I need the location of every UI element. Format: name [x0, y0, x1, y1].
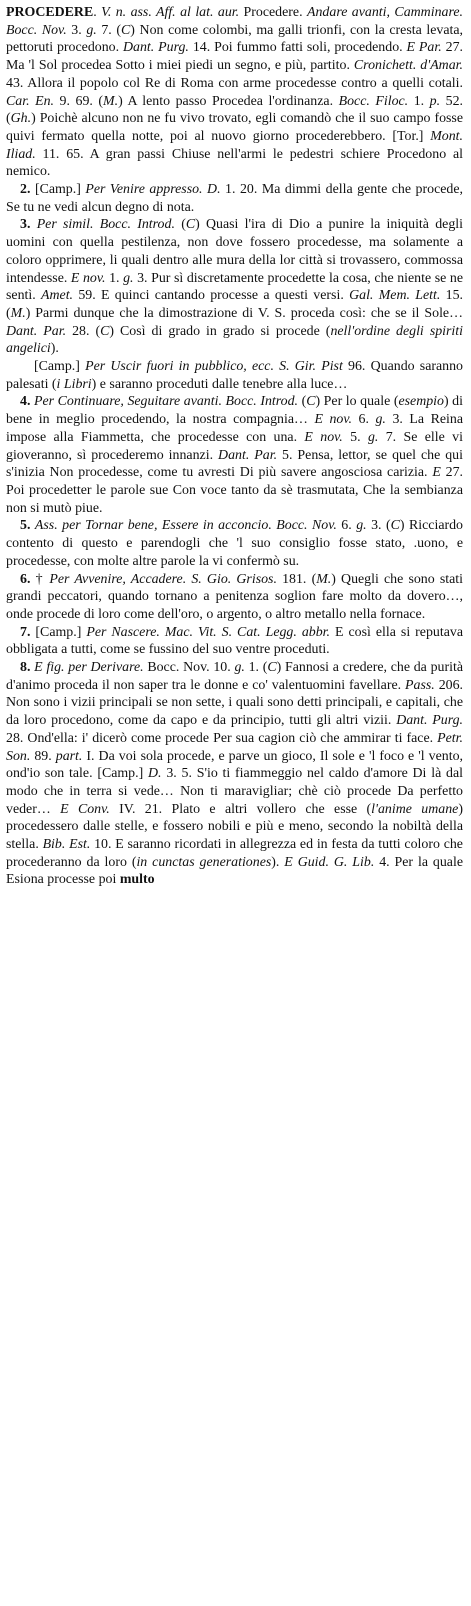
text-run: C: [121, 22, 131, 38]
text-run: ) Quasi l'ira di Dio a punire la iniquità degli uomini con quella pestilenza, non dove fossero procedesse, ma solamente a coloro opprimere, li quali dentro alle mura della lor città si trovassero, commossa intendesse.: [6, 217, 463, 286]
text-run: E Conv.: [60, 801, 110, 817]
text-run: Dant. Par.: [6, 323, 67, 339]
text-run: C: [267, 660, 277, 676]
text-run: 1.: [408, 93, 430, 109]
text-run: C: [185, 217, 196, 233]
text-run: Gal. Mem. Lett.: [349, 288, 441, 304]
text-run: ) Poichè alcuno non ne fu vivo trovato, egli comandò che il suo campo fosse quivi fermato quella notte, poi al nuovo giorno procederebbero. [Tor.]: [6, 111, 463, 144]
text-run: E: [432, 465, 441, 481]
text-run: 7. (: [96, 22, 122, 38]
text-run: 9. 69. (: [54, 93, 104, 109]
sense-5-paragraph: [6, 517, 463, 570]
text-run: 28. (: [66, 323, 101, 339]
text-run: PROCEDERE: [6, 5, 94, 20]
text-run: Bib. Est.: [42, 837, 91, 853]
text-run: 59. E quinci cantando processe a questi versi.: [73, 288, 350, 304]
text-run: g.: [375, 412, 386, 428]
text-run: IV. 21. Plato e altri vollero che esse (: [109, 801, 372, 817]
text-run: g.: [234, 660, 245, 676]
text-run: 15. (: [6, 288, 463, 321]
text-run: 1. (: [244, 660, 268, 676]
text-run: Dant. Purg.: [396, 713, 464, 729]
text-run: 27. Poi procedetter le parole sue Con voce tanto da sè trasmutata, Che la sembianza non si mutò piue.: [6, 465, 463, 516]
text-run: Per Uscir fuori in pubblico, ecc. S. Gir. Pist: [85, 359, 343, 375]
text-run: 5. Pensa, lettor, se quel che qui s'inizia Non procedesse, come tu avresti Di più savere angosciosa carizia.: [6, 447, 463, 481]
text-run: [Camp.]: [35, 624, 87, 640]
text-run: esempio: [398, 394, 444, 410]
text-run: ) Fannosi a credere, che da purità d'animo proceda il non saper tra le donne e co' valentuomini favellare.: [6, 660, 463, 693]
text-run: (: [298, 394, 307, 410]
text-run: 43. Allora il popolo col Re di Roma con arme procedesse contro a quelli cotali.: [6, 75, 463, 91]
text-run: .: [93, 5, 102, 20]
text-run: Per Avvenire, Accadere. S. Gio. Grisos.: [49, 571, 277, 587]
text-run: i Libri: [56, 376, 92, 392]
text-run: Dant. Purg.: [123, 40, 189, 56]
sense-4-paragraph: [6, 393, 463, 517]
text-run: 3. (: [366, 518, 391, 534]
text-run: 96. Quando saranno palesati (: [6, 359, 463, 392]
text-run: multo: [119, 872, 155, 888]
text-run: g.: [86, 22, 97, 38]
text-run: E così ella si reputava obbligata a tutti, come se fussino del suo ventre proceduti.: [6, 624, 464, 658]
text-run: 3. 5. S'io ti fiammeggio nel caldo d'amore Di là dal modo che in terra si vede… Non ti maravigliar; chè ciò procede Da perfetto veder…: [6, 766, 463, 817]
text-run: 7.: [20, 624, 36, 640]
sense-2-paragraph: [6, 181, 463, 216]
text-run: M.: [10, 305, 26, 321]
text-run: D.: [148, 766, 162, 782]
text-run: 1.: [105, 270, 124, 286]
text-run: 6.: [351, 412, 376, 428]
text-run: 3.: [20, 217, 37, 233]
text-run: 3. La Reina impose alla Fiammetta, che procedesse con una.: [6, 412, 463, 445]
text-run: [Camp.]: [34, 359, 86, 375]
text-run: Gh.: [10, 111, 32, 127]
text-run: Bocc. Nov. 10.: [143, 660, 235, 676]
text-run: ).: [50, 341, 59, 357]
text-run: C: [390, 518, 400, 534]
text-run: in cunctas generationes: [136, 854, 272, 870]
text-run: ) Ricciardo contento di questo e parendogli che 'l suo consiglio fosse stato, .uono, e procedesse, con molte altre parole la vi confermò su.: [6, 518, 464, 569]
text-run: 3. Pur sì discretamente procedette la cosa, che niente se ne sentì.: [6, 270, 463, 304]
text-run: 11. 65. A gran passi Chiuse nell'armi le pedestri schiere Procedono al nemico.: [6, 146, 463, 180]
text-run: 4.: [20, 394, 34, 410]
text-run: Dant. Par.: [218, 447, 278, 463]
text-run: 6.: [336, 518, 357, 534]
text-run: E Par.: [406, 40, 442, 56]
text-run: Procedere.: [239, 5, 307, 20]
text-run: Per Venire appresso. D.: [85, 182, 221, 198]
text-run: part.: [55, 748, 83, 764]
text-run: 10. E saranno ricordati in allegrezza ed in festa da tutti coloro che procederanno da loro (: [6, 837, 463, 870]
text-run: Andare avanti, Camminare. Bocc. Nov.: [6, 5, 463, 38]
text-run: p.: [429, 93, 441, 109]
text-run: Ass. per Tornar bene, Essere in acconcio. Bocc. Nov.: [34, 518, 337, 534]
text-run: Car. En.: [6, 93, 54, 109]
sense-3-paragraph: [6, 216, 463, 358]
text-run: [Camp.]: [34, 182, 86, 198]
text-run: 5.: [342, 429, 368, 445]
text-run: E Guid. G. Lib.: [284, 854, 375, 870]
text-run: Cronichett. d'Amar.: [353, 58, 463, 74]
text-run: 3.: [66, 22, 87, 38]
text-run: V. n. ass. Aff. al lat. aur.: [101, 5, 240, 20]
text-run: l'anime umane: [371, 801, 459, 817]
sense-8-paragraph: [6, 659, 463, 889]
text-run: †: [35, 571, 50, 587]
text-run: Pass.: [405, 677, 435, 693]
text-run: M.: [103, 93, 119, 109]
text-run: g.: [367, 429, 379, 445]
text-run: 6.: [20, 571, 36, 587]
text-run: ).: [271, 854, 285, 870]
text-run: ) procedessero dalle stelle, e fossero nobili e più e meno, secondo la nobiltà della stella.: [6, 801, 463, 853]
text-run: Per Nascere. Mac. Vit. S. Cat. Legg. abbr.: [86, 624, 331, 640]
text-run: ) Così di grado in grado si procede (: [109, 323, 331, 339]
text-run: E fig. per Derivare.: [34, 660, 144, 676]
text-run: nell'ordine degli spiriti angelici: [6, 323, 464, 357]
text-run: C: [100, 323, 110, 339]
text-run: M.: [316, 571, 332, 587]
text-run: Bocc. Filoc.: [338, 93, 409, 109]
text-run: ) e saranno proceduti dalle tenebre alla luce…: [91, 376, 348, 392]
text-run: Mont. Iliad.: [6, 128, 463, 162]
text-run: g.: [356, 518, 367, 534]
text-run: ) Parmi dunque che la dimostrazione di V. S. proceda così: che se il Sole…: [25, 305, 463, 321]
text-run: 52. (: [6, 93, 463, 127]
text-run: Per Continuare, Seguitare avanti. Bocc. Introd.: [34, 394, 299, 410]
text-run: 89.: [30, 748, 56, 764]
text-run: 4. Per la quale Esiona processe poi: [6, 854, 463, 888]
text-run: 7. Se elle vi gioveranno, sì procederemo innanzi.: [6, 429, 463, 463]
text-run: 27. Ma 'l Sol procedea Sotto i miei piedi un segno, e più, partito.: [6, 40, 463, 74]
text-run: 5.: [20, 518, 35, 534]
sense-7-paragraph: [6, 624, 463, 659]
text-run: 1. 20. Ma dimmi della gente che procede, Se tu ne vedi alcun degno di nota.: [6, 182, 463, 215]
text-run: ) A lento passo Procedea l'ordinanza.: [118, 93, 339, 109]
text-run: (: [174, 217, 186, 233]
sense-3-sub-paragraph: [6, 358, 463, 393]
text-run: 28. Ond'ella: i' dicerò come procede Per sua cagion ciò che ammirar ti face.: [6, 730, 438, 746]
text-run: ) Quegli che sono stati grandi peccatori, quando tornano a penitenza soglion fare molto da dovero…, onde procede di loro come dell'oro, o argento, o altro metallo nella fornace.: [6, 571, 463, 622]
text-run: E nov.: [314, 412, 352, 428]
text-run: 181. (: [276, 571, 317, 587]
text-run: Per simil. Bocc. Introd.: [36, 217, 175, 233]
text-run: 14. Poi fummo fatti soli, procedendo.: [188, 40, 407, 56]
text-run: 8.: [20, 660, 35, 676]
text-run: Amet.: [41, 288, 74, 304]
text-run: Petr. Son.: [6, 730, 463, 764]
text-run: C: [306, 394, 316, 410]
text-run: 206. Non sono i vizii principali se non sette, i quali sono detti principali, e capitali, che da loro procedono, come da capo e da principio, tutti gli altri vizii.: [6, 677, 463, 729]
text-run: ) Non come colombi, ma galli trionfi, con la cresta levata, pettoruti procedono.: [6, 22, 463, 56]
sense-6-paragraph: [6, 571, 463, 624]
text-run: ) di bene in meglio procedendo, la nostra compagnia…: [6, 394, 463, 428]
text-run: E nov.: [70, 270, 106, 286]
text-run: I. Da voi sola procede, e parve un gioco, Il sole e 'l foco e 'l vento, ond'io son tale. [Camp.]: [6, 748, 463, 782]
text-run: E nov.: [304, 429, 343, 445]
entry-heading-paragraph: [6, 4, 463, 181]
text-run: g.: [123, 270, 134, 286]
text-run: ) Per lo quale (: [315, 394, 399, 410]
text-run: 2.: [20, 182, 35, 198]
